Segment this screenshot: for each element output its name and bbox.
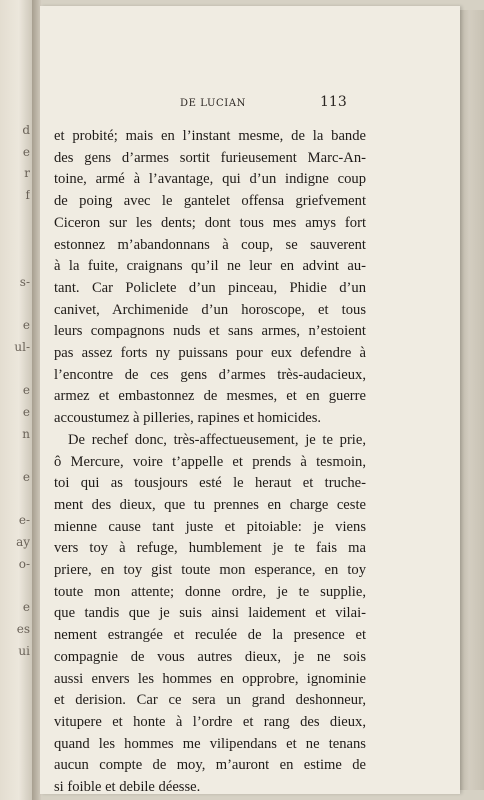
facing-page-fragment: ul- xyxy=(14,339,30,354)
facing-page-fragment: es xyxy=(16,621,30,636)
book-page xyxy=(40,6,460,794)
facing-page-fragment: e xyxy=(22,318,30,333)
facing-page-fragment xyxy=(2,228,30,250)
text-line: à la fuite, craignans qu’il ne leur en advint au- xyxy=(54,258,366,275)
facing-page-fragment: o- xyxy=(18,556,30,571)
text-line: toute mon attente; donne ordre, je te supplie, xyxy=(54,583,366,600)
page-number: 113 xyxy=(320,94,347,110)
text-line: que tandis que je suis ainsi laidement et vilai- xyxy=(54,605,366,622)
text-line: canivet, Archimenide d’un horoscope, et tous xyxy=(54,301,366,318)
text-line: vitupere et honte à l’ordre et rang des dieux, xyxy=(54,713,366,730)
facing-page-fragment: n xyxy=(22,426,30,441)
text-line: aucun compte de moy, m’auront en estime de xyxy=(54,757,366,774)
facing-page-fragment: s- xyxy=(19,274,30,289)
text-line: et probité; mais en l’instant mesme, de la bande xyxy=(54,128,366,144)
text-line: l’encontre de ces gens d’armes très-audacieux, xyxy=(54,366,366,383)
text-line: si foible et debile déesse. xyxy=(54,779,201,796)
facing-page-fragment xyxy=(2,445,30,467)
text-line: aussi envers les hommes en opprobre, ignominie xyxy=(54,670,366,687)
facing-page-fragment: ay xyxy=(16,535,30,550)
facing-page-fragment: e xyxy=(22,470,30,484)
text-line: pas assez forts ny puissans pour eux defendre à xyxy=(54,345,366,362)
text-line: ô Mercure, voire t’appelle et prends à tesmoin, xyxy=(54,453,366,470)
text-line: leurs compagnons nuds et sans armes, n’estoient xyxy=(54,323,366,340)
text-line: de poing avec le gantelet offensa griefvement xyxy=(54,193,366,210)
facing-page-fragment: e xyxy=(22,144,30,159)
facing-page xyxy=(0,0,34,800)
text-line: toi qui as tousjours esté le heraut et truche- xyxy=(54,475,366,492)
facing-page-fragment xyxy=(2,294,30,316)
facing-page-fragment: e xyxy=(22,600,30,615)
facing-page-fragment xyxy=(2,207,30,229)
text-line: et derision. Car ce sera un grand deshonneur, xyxy=(54,692,366,709)
page-header xyxy=(40,94,460,114)
text-line: armez et embastonnez de mesmes, et en guerre xyxy=(54,388,366,405)
facing-page-fragment xyxy=(2,250,30,272)
text-line: priere, en toy gist toute mon esperance, en toy xyxy=(54,562,366,579)
text-line: vers toy à refuge, humblement je te fais ma xyxy=(54,540,366,557)
text-line: estonnez m’abandonnans à coup, se sauverent xyxy=(54,236,366,253)
facing-page-fragment: r xyxy=(24,166,30,181)
facing-page-fragment: e- xyxy=(18,513,30,528)
facing-page-fragment: e xyxy=(22,383,30,398)
text-line: quand les hommes me vilipendans et ne tenans xyxy=(54,735,366,752)
facing-page-fragment: d xyxy=(22,123,30,137)
text-line: mienne cause tant juste et pitoiable: je viens xyxy=(54,518,366,535)
facing-page-fragment: f xyxy=(25,188,30,203)
text-line: tant. Car Policlete d’un pinceau, Phidie d’un xyxy=(54,279,366,296)
text-line: ment des dieux, que tu prennes en charge ceste xyxy=(54,496,366,513)
facing-page-fragment xyxy=(2,359,30,381)
body-text xyxy=(54,126,366,799)
text-line: De rechef donc, très-affectueusement, je te prie, xyxy=(68,431,366,448)
text-line: Ciceron sur les dents; dont tous mes amys fort xyxy=(54,214,366,231)
facing-page-fragment: ui xyxy=(18,643,30,658)
facing-page-fragment: e xyxy=(22,404,30,419)
running-title: DE LUCIAN xyxy=(180,98,246,109)
facing-page-text-fragments xyxy=(2,120,30,662)
text-line: toine, armé à l’avantage, qui d’un indigne coup xyxy=(54,171,366,188)
facing-page-fragment xyxy=(2,489,30,511)
facing-page-fragment xyxy=(2,575,30,597)
page-edge-shadow xyxy=(460,10,484,790)
text-line: compagnie de vous autres dieux, je ne sois xyxy=(54,648,366,665)
text-line: des gens d’armes sortit furieusement Marc-An- xyxy=(54,149,366,166)
text-line: accoustumez à pilleries, rapines et homicides. xyxy=(54,410,322,427)
text-line: nement estrangée et reculée de la presence et xyxy=(54,627,366,644)
